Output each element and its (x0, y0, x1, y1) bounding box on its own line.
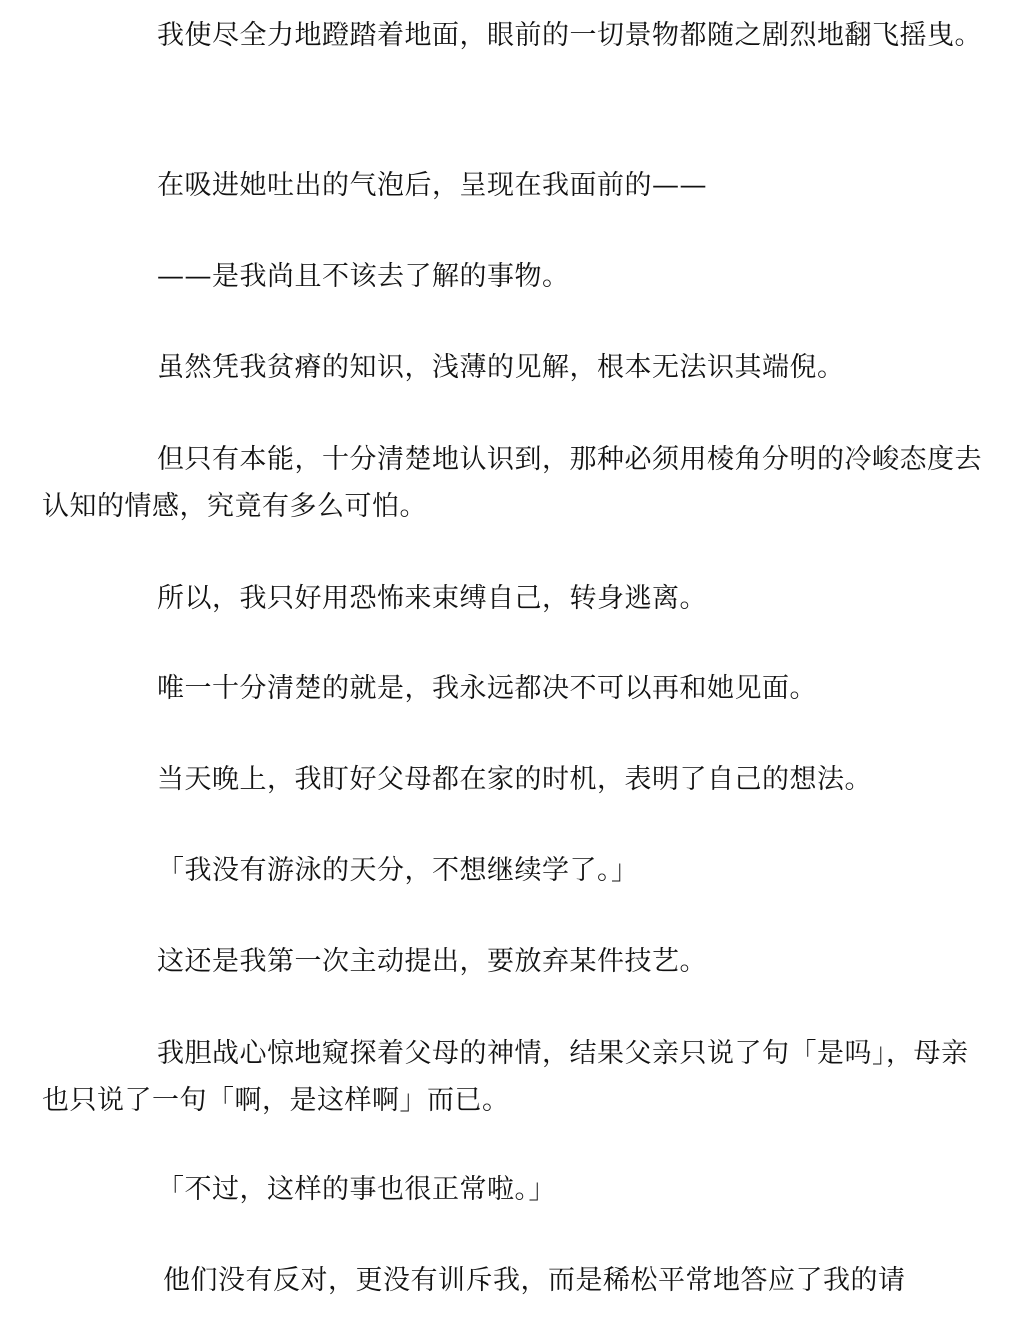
paragraph: 我使尽全力地蹬踏着地面，眼前的一切景物都随之剧烈地翻飞摇曳。 (157, 20, 982, 51)
paragraph: 虽然凭我贫瘠的知识，浅薄的见解，根本无法识其端倪。 (157, 352, 845, 383)
paragraph: 唯一十分清楚的就是，我永远都决不可以再和她见面。 (157, 673, 817, 704)
paragraph: 但只有本能，十分清楚地认识到，那种必须用棱角分明的冷峻态度去认知的情感，究竟有多么可怕。 (42, 444, 982, 522)
dialogue-paragraph: 「不过，这样的事也很正常啦。」 (157, 1174, 556, 1205)
paragraph: 在吸进她吐出的气泡后，呈现在我面前的—— (157, 170, 707, 201)
paragraph: ——是我尚且不该去了解的事物。 (157, 261, 570, 292)
paragraph: 这还是我第一次主动提出，要放弃某件技艺。 (157, 946, 707, 977)
dialogue-paragraph: 「我没有游泳的天分，不想继续学了。」 (157, 855, 639, 886)
paragraph: 我胆战心惊地窥探着父母的神情，结果父亲只说了句「是吗」，母亲也只说了一句「啊，是这样啊」而已。 (42, 1038, 969, 1116)
paragraph: 当天晚上，我盯好父母都在家的时机，表明了自己的想法。 (157, 764, 872, 795)
paragraph: 所以，我只好用恐怖来束缚自己，转身逃离。 (157, 583, 707, 614)
paragraph: 他们没有反对，更没有训斥我，而是稀松平常地答应了我的请 (163, 1265, 906, 1296)
